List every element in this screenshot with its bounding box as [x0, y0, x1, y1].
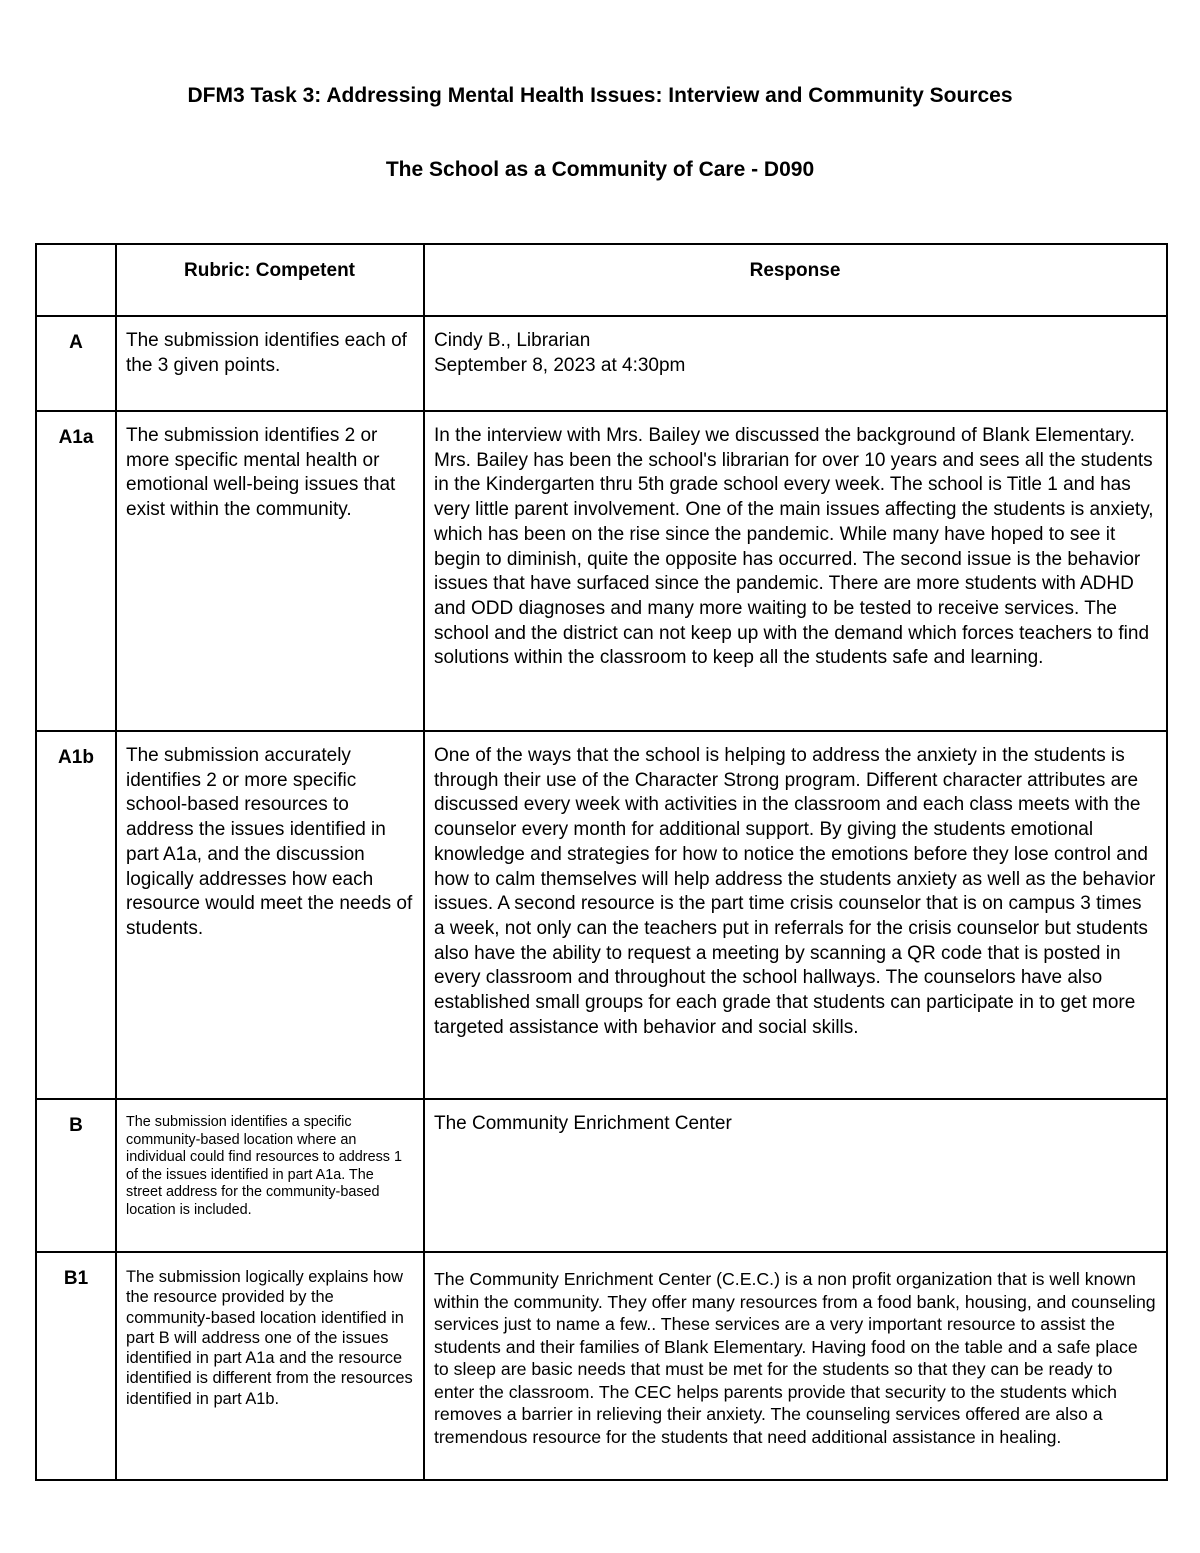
response-text: The Community Enrichment Center	[434, 1113, 732, 1134]
row-label: A1b	[58, 747, 94, 768]
rubric-text: The submission identifies each of the 3 given points.	[126, 330, 407, 376]
rubric-text: The submission accurately identifies 2 or more specific school-based resources to address the issues identified in part A1a, and the discussion logically addresses how each resource would meet the needs of students.	[126, 745, 413, 939]
header-response: Response	[749, 260, 841, 281]
rubric-text: The submission logically explains how the resource provided by the community-based location identified in part B will address one of the issues identified in part A1a and the resource identified is different from the resources identified in part A1b.	[126, 1268, 413, 1408]
rubric-cell	[116, 316, 424, 411]
row-label: B	[69, 1115, 83, 1136]
response-cell	[424, 411, 1167, 731]
response-cell	[424, 1099, 1167, 1252]
row-label-cell	[36, 316, 116, 411]
response-cell	[424, 1252, 1167, 1480]
document-subtitle: The School as a Community of Care - D090	[385, 158, 815, 181]
row-label-cell	[36, 1252, 116, 1480]
table-row-a1a	[36, 411, 1167, 731]
rubric-cell	[116, 1099, 424, 1252]
row-label-cell	[36, 1099, 116, 1252]
rubric-cell	[116, 411, 424, 731]
rubric-text: The submission identifies 2 or more specific mental health or emotional well-being issues that exist within the community.	[126, 425, 396, 521]
rubric-table	[35, 243, 1168, 1481]
rubric-cell	[116, 1252, 424, 1480]
header-response-cell	[424, 244, 1167, 316]
table-row-a1b	[36, 731, 1167, 1099]
response-cell	[424, 731, 1167, 1099]
header-rubric: Rubric: Competent	[184, 260, 355, 281]
table-row-b	[36, 1099, 1167, 1252]
table-row-b1	[36, 1252, 1167, 1480]
response-text: One of the ways that the school is helping to address the anxiety in the students is through their use of the Character Strong program. Different character attributes are discussed every week with activities in the classroom and each class meets with the counselor every month for additional support. By giving the students emotional knowledge and strategies for how to notice the emotions before they lose control and how to calm themselves will help address the students anxiety as well as the behavior issues. A second resource is the part time crisis counselor that is on campus 3 times a week, not only can the teachers put in referrals for the crisis counselor but students also have the ability to request a meeting by scanning a QR code that is posted in every classroom and throughout the school hallways. The counselors have also established small groups for each grade that students can participate in to get more targeted assistance with behavior and social skills.	[434, 745, 1156, 1038]
response-text: In the interview with Mrs. Bailey we discussed the background of Blank Elementary. Mrs. Bailey has been the school's librarian for over 10 years and sees all the students in the Kindergarten thru 5th grade school every week. The school is Title 1 and has very little parent involvement. One of the main issues affecting the students is anxiety, which has been on the rise since the pandemic. While many have hoped to see it begin to diminish, quite the opposite has occurred. The second issue is the behavior issues that have surfaced since the pandemic. There are more students with ADHD and ODD diagnoses and many more waiting to be tested to receive services. The school and the district can not keep up with the demand which forces teachers to find solutions within the classroom to keep all the students safe and learning.	[434, 425, 1154, 669]
response-cell	[424, 316, 1167, 411]
interview-date: September 8, 2023 at 4:30pm	[434, 354, 686, 376]
header-label-cell	[36, 244, 116, 316]
rubric-cell	[116, 731, 424, 1099]
row-label: A	[69, 332, 83, 353]
response-text	[425, 317, 1166, 386]
interviewee-name: Cindy B., Librarian	[434, 330, 591, 351]
row-label: A1a	[58, 427, 94, 448]
document-title: DFM3 Task 3: Addressing Mental Health Issues: Interview and Community Sources	[187, 84, 1013, 107]
response-text: The Community Enrichment Center (C.E.C.) is a non profit organization that is well known within the community. They offer many resources from a food bank, housing, and counseling services just to name a few.. These services are a very important resource to assist the students and their families of Blank Elementary. Having food on the table and a safe place to sleep are basic needs that must be met for the students so that they can be ready to enter the classroom. The CEC helps parents provide that security to the students which removes a barrier in relieving their anxiety. The counseling services offered are also a tremendous resource for the students that need additional assistance in healing.	[434, 1269, 1156, 1447]
row-label-cell	[36, 411, 116, 731]
row-label-cell	[36, 731, 116, 1099]
rubric-text: The submission identifies a specific community-based location where an individual could find resources to address 1 of the issues identified in part A1a. The street address for the community-based location is included.	[126, 1114, 402, 1218]
row-label: B1	[63, 1268, 89, 1289]
table-header-row	[36, 244, 1167, 316]
table-row-a	[36, 316, 1167, 411]
header-rubric-cell	[116, 244, 424, 316]
header-label	[37, 245, 115, 267]
